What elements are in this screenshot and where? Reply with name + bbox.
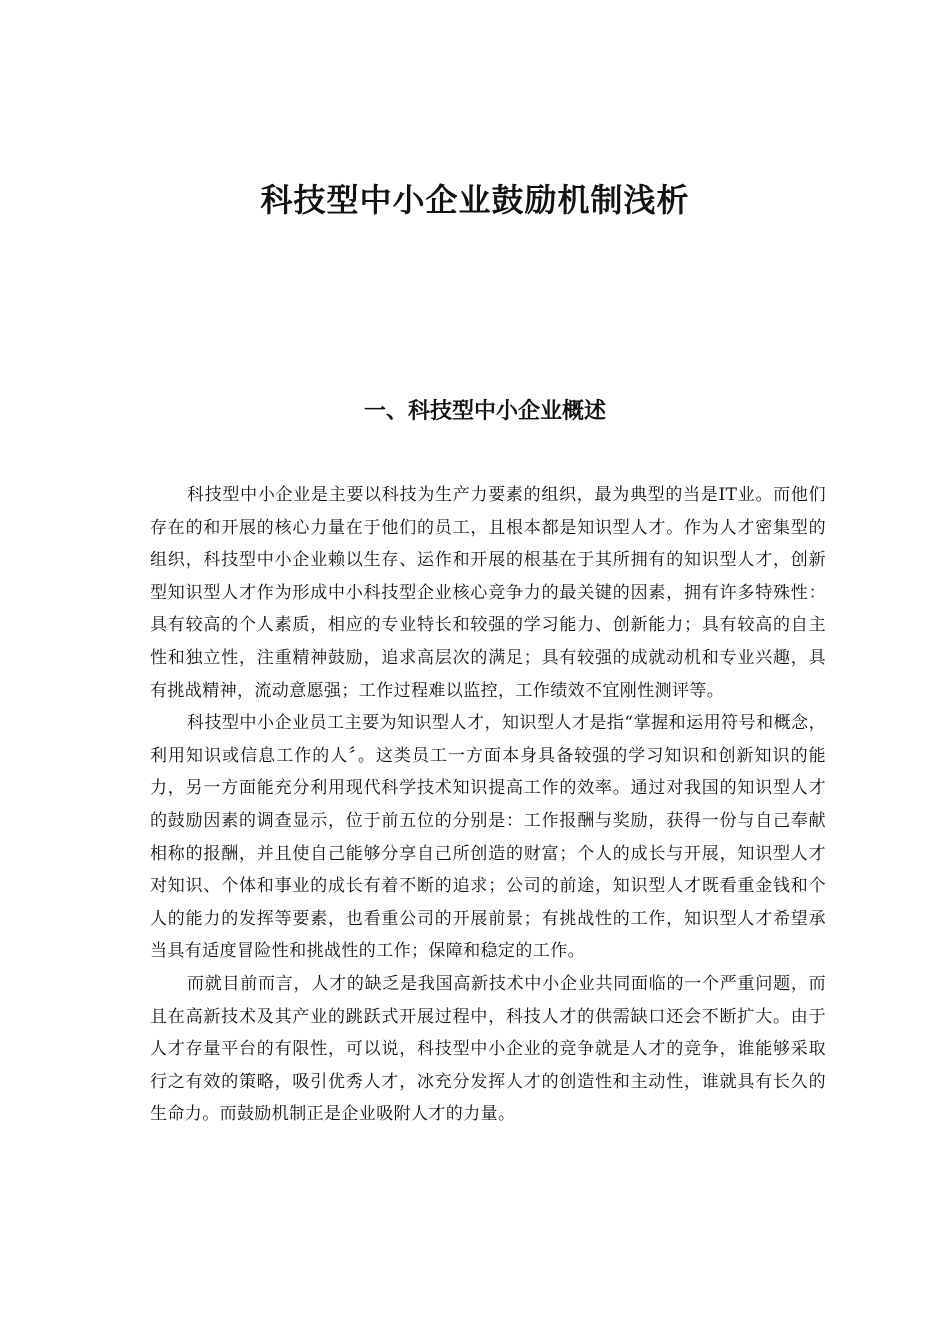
- paragraph-1: 科技型中小企业是主要以科技为生产力要素的组织，最为典型的当是IT业。而他们存在的和开展的核心力量在于他们的员工，且根本都是知识型人才。作为人才密集型的组织，科技型中小企业赖以生存、运作和开展的根基在于其所拥有的知识型人才，创新型知识型人才作为形成中小科技型企业核心竞争力的最关键的因素，拥有许多特殊性：具有较高的个人素质，相应的专业特长和较强的学习能力、创新能力；具有较高的自主性和独立性，注重精神鼓励，追求高层次的满足；具有较强的成就动机和专业兴趣，具有挑战精神，流动意愿强；工作过程难以监控，工作绩效不宜刚性测评等。: [150, 485, 826, 701]
- paragraph-3: 而就目前而言，人才的缺乏是我国高新技术中小企业共同面临的一个严重问题，而且在高新技术及其产业的跳跃式开展过程中，科技人才的供需缺口还会不断扩大。由于人才存量平台的有限性，可以说，科技型中小企业的竞争就是人才的竞争，谁能够采取行之有效的策略，吸引优秀人才，冰充分发挥人才的创造性和主动性，谁就具有长久的生命力。而鼓励机制正是企业吸附人才的力量。: [150, 973, 826, 1125]
- section-heading: 一、科技型中小企业概述: [363, 399, 606, 424]
- body-text: [150, 479, 826, 1131]
- document-title: 科技型中小企业鼓励机制浅析: [260, 181, 690, 219]
- paragraph-2: 科技型中小企业员工主要为知识型人才，知识型人才是指“掌握和运用符号和概念，利用知识或信息工作的人〞。这类员工一方面本身具备较强的学习知识和创新知识的能力，另一方面能充分利用现代科学技术知识提高工作的效率。通过对我国的知识型人才的鼓励因素的调查显示，位于前五位的分别是：工作报酬与奖励，获得一份与自己奉献相称的报酬，并且使自己能够分享自己所创造的财富；个人的成长与开展，知识型人才对知识、个体和事业的成长有着不断的追求；公司的前途，知识型人才既看重金钱和个人的能力的发挥等要素，也看重公司的开展前景；有挑战性的工作，知识型人才希望承当具有适度冒险性和挑战性的工作；保障和稳定的工作。: [150, 713, 826, 962]
